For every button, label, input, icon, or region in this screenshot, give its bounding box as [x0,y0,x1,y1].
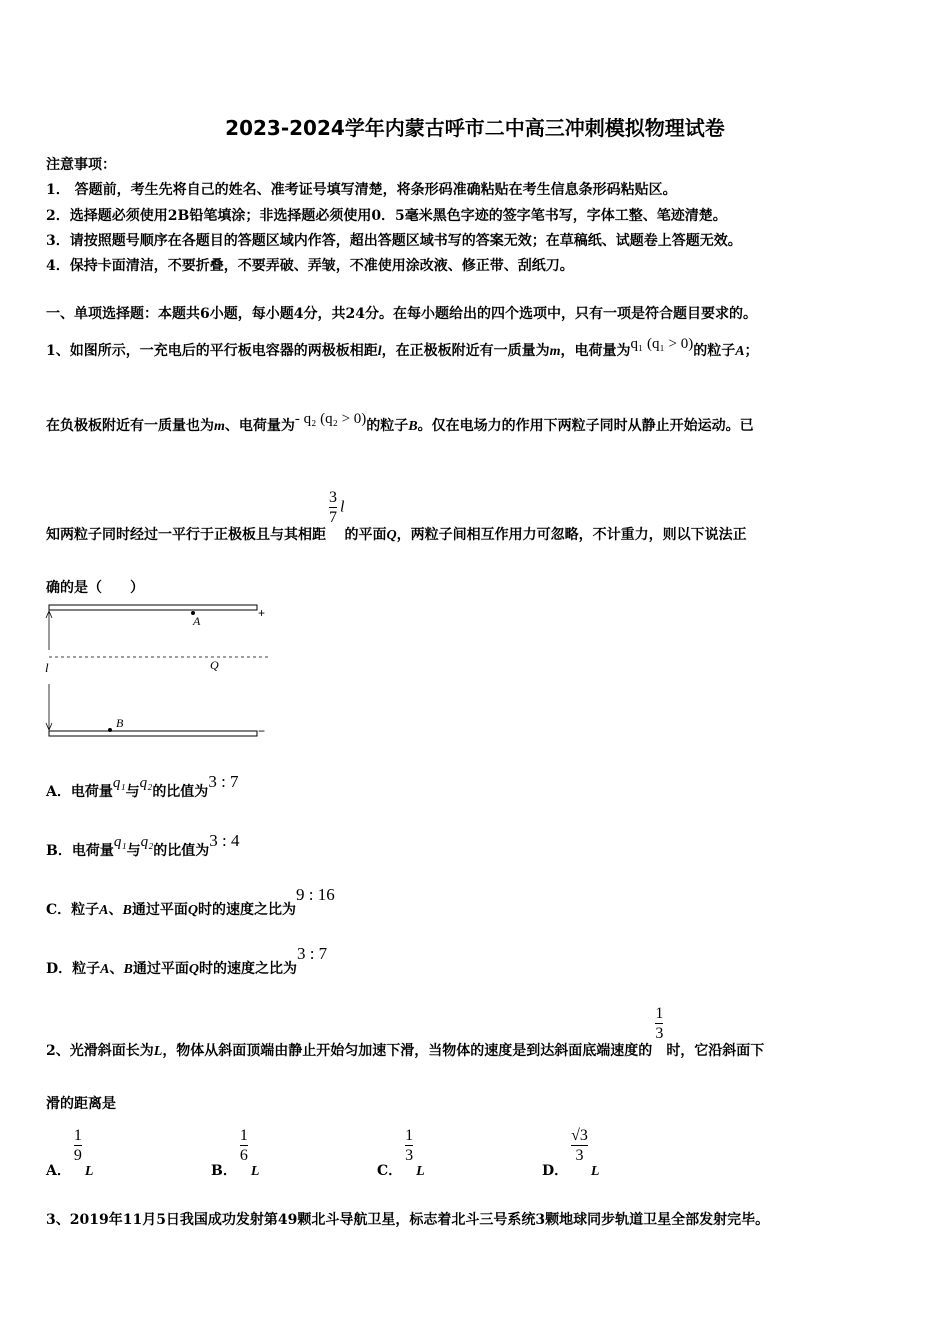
q1-text: 的平面 [344,526,387,543]
frac-num: 1 [73,1127,82,1144]
q1-line4: 确的是（ ） [46,580,144,596]
notice-item: 2．选择题必须使用2B铅笔填涂；非选择题必须使用0．5毫米黑色字迹的签字笔书写，字体工整、笔迹清楚。 [46,208,727,224]
option-text: 的比值为 [153,843,210,859]
option-text: 与 [126,843,141,859]
q1-text: 在负极板附近有一质量也为 [46,418,214,434]
var-A: A [735,344,745,359]
q1-text: 的粒子 [693,343,736,359]
fraction-3-7 [329,488,337,527]
section-heading: 一、单项选择题：本题共6小题，每小题4分，共24分。在每小题给出的四个选项中，只有一项是符合题目要求的。 [46,306,757,322]
option-label: D． [542,1162,569,1179]
negative-plate [49,731,257,736]
q2-option-a[interactable] [46,1126,94,1179]
q2-text: 2、光滑斜面长为 [46,1042,154,1059]
frac-den: 3 [655,1025,664,1042]
q1-text: 知两粒子同时经过一平行于正极板且与其相距 [46,526,326,543]
label-Q: Q [210,658,219,672]
q1-text: ，两粒子间相互作用力可忽略，不计重力，则以下说法正 [396,526,747,543]
positive-plate [49,605,257,610]
frac-num: 3 [329,489,337,506]
q1-text: ，在正极板附近有一质量为 [381,343,550,359]
var-B: B [122,903,132,918]
option-text: D．粒子 [46,961,101,977]
frac-den: 3 [405,1147,414,1164]
q3-line1: 3、2019年11月5日我国成功发射第49颗北斗导航卫星，标志着北斗三号系统3颗地球同步轨道卫星全部发射完毕。 [46,1212,770,1228]
q1-line1 [46,336,759,360]
var-L: L [250,1163,260,1179]
plus-sign: + [258,606,266,620]
var-L: L [416,1163,425,1179]
option-text: 与 [125,784,140,800]
notice-item: 4．保持卡面清洁，不要折叠，不要弄破、弄皱，不准使用涂改液、修正带、刮纸刀。 [46,258,574,274]
option-fraction [240,1126,248,1165]
q2-text: ，物体从斜面顶端由静止开始匀加速下滑，当物体的速度是到达斜面底端速度的 [162,1042,653,1059]
label-A: A [193,614,201,628]
var-l: l [340,498,345,516]
var-l: l [377,344,382,359]
var-Q: Q [187,903,198,918]
q2-option-b[interactable] [211,1126,260,1179]
q1-line2 [46,411,754,435]
q1-text: 1、如图所示，一充电后的平行板电容器的两极板相距 [46,343,378,359]
q1-text: 的粒子 [366,418,409,434]
option-fraction [571,1126,588,1165]
var-L: L [590,1163,600,1179]
q1-line3 [46,488,747,543]
option-value: 3 : 4 [209,831,240,850]
option-value: 3 : 7 [208,772,239,791]
var-B: B [123,962,133,977]
option-value: 3 : 7 [296,944,328,963]
var-q1: q₁ [113,834,127,850]
q1-option-a[interactable] [46,772,239,800]
var-A: A [100,962,110,977]
notice-heading: 注意事项： [46,157,116,173]
q2-line1 [46,1004,765,1059]
capacitor-figure [40,600,280,745]
q1-text: 、电荷量为 [224,418,295,434]
var-L: L [153,1043,163,1059]
page-title: 2023-2024学年内蒙古呼市二中高三冲刺模拟物理试卷 [225,116,725,140]
frac-den: 6 [239,1147,248,1164]
q2-text: 时，它沿斜面下 [666,1042,765,1059]
var-Q: Q [188,962,199,977]
q2-charge-expr: - q₂ (q₂ > 0) [294,411,367,427]
option-text: 、 [108,902,123,918]
option-label: A． [46,1162,71,1179]
var-m: m [214,419,225,434]
notice-item: 1． 答题前，考生先将自己的姓名、准考证号填写清楚，将条形码准确粘贴在考生信息条形码粘贴区。 [46,182,677,198]
q1-option-b[interactable] [46,831,240,859]
option-fraction [74,1126,82,1165]
q2-option-c[interactable] [377,1126,425,1179]
frac-num: 1 [239,1127,248,1144]
frac-num: √3 [571,1127,588,1144]
var-q2: q₂ [140,834,154,850]
var-Q: Q [386,527,397,543]
option-label: C． [377,1162,403,1179]
label-B: B [116,716,124,730]
frac-den: 3 [575,1147,584,1164]
option-text: 通过平面 [132,961,189,977]
option-text: C．粒子 [46,902,100,918]
frac-num: 1 [655,1005,664,1022]
q1-text: 。仅在电场力的作用下两粒子同时从静止开始运动。已 [417,418,754,434]
particle-b [108,728,112,732]
q2-option-d[interactable] [542,1126,600,1179]
option-text: 时的速度之比为 [198,961,297,977]
option-fraction [405,1126,413,1165]
var-L: L [84,1163,94,1179]
option-text: 时的速度之比为 [197,902,296,918]
q1-text: ； [744,343,759,359]
q1-option-c[interactable] [46,885,335,918]
var-m: m [549,344,561,359]
q2-line2: 滑的距离是 [46,1096,116,1112]
option-text: A．电荷量 [46,784,113,800]
option-text: B．电荷量 [46,843,114,859]
var-B: B [408,419,418,434]
option-text: 、 [109,961,124,977]
frac-den: 9 [73,1147,82,1164]
label-l: l [45,660,49,675]
var-q1: q₁ [112,775,126,791]
option-label: B． [211,1162,237,1179]
q1-text: ，电荷量为 [560,343,631,359]
option-value: 9 : 16 [295,885,335,904]
q1-charge-expr: q₁ (q₁ > 0) [630,336,694,352]
var-q2: q₂ [139,775,153,791]
var-A: A [99,903,109,918]
frac-den: 7 [329,509,337,526]
notice-item: 3．请按照题号顺序在各题目的答题区域内作答，超出答题区域书写的答案无效；在草稿纸、试题卷上答题无效。 [46,233,742,249]
fraction-1-3 [655,1004,663,1043]
minus-sign: − [258,724,266,738]
frac-num: 1 [405,1127,414,1144]
option-text: 通过平面 [131,902,188,918]
q1-option-d[interactable] [46,944,328,977]
option-text: 的比值为 [152,784,209,800]
